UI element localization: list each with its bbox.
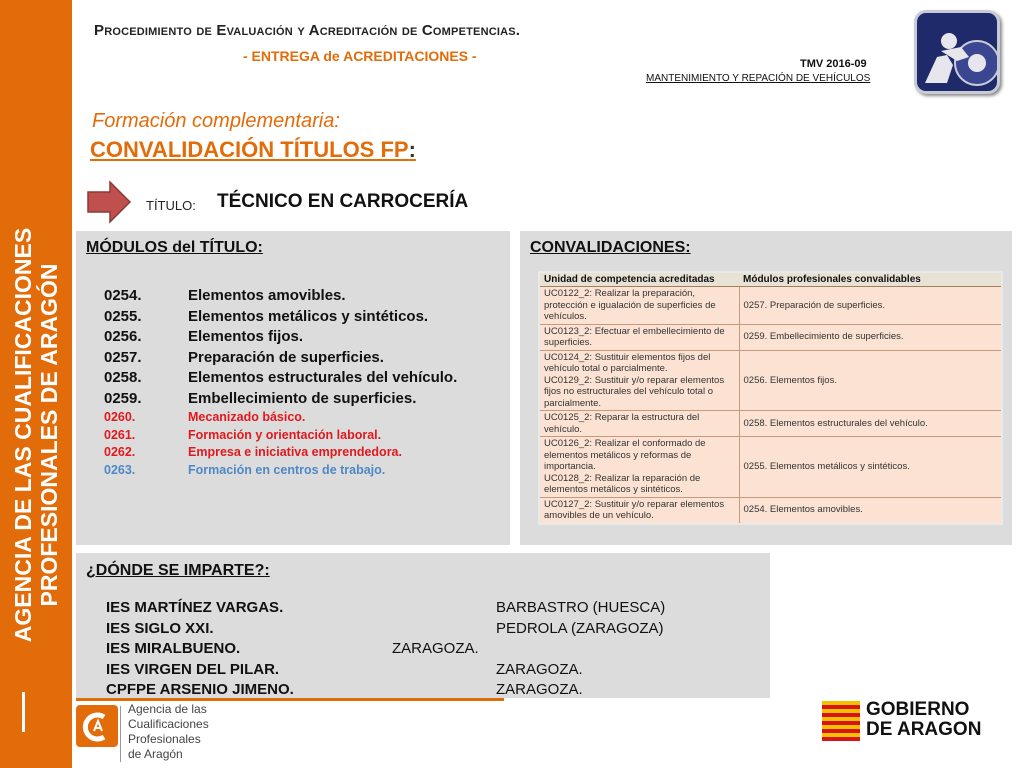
- sidebar: [0, 0, 72, 768]
- convalidaciones-panel: [520, 231, 1012, 545]
- module-cell: 0259. Embellecimiento de superficies.: [739, 324, 1002, 350]
- table-header: Unidad de competencia acreditadas: [539, 272, 739, 287]
- donde-heading: ¿DÓNDE SE IMPARTE?:: [86, 562, 270, 579]
- list-item: 0258. Elementos estructurales del vehículo.: [104, 369, 458, 386]
- modulos-panel: [76, 231, 510, 545]
- agency-logo-text: Agencia de las Cualificaciones Profesionales de Aragón: [128, 702, 209, 761]
- module-cell: 0254. Elementos amovibles.: [739, 497, 1002, 524]
- convalidaciones-table: [538, 271, 1003, 525]
- module-cell: 0256. Elementos fijos.: [739, 350, 1002, 411]
- table-row: [539, 411, 1002, 437]
- agency-vertical-title: [10, 228, 62, 642]
- footer-divider: [76, 698, 504, 701]
- convalidaciones-heading: CONVALIDACIONES:: [530, 239, 691, 256]
- procedure-subtitle: - ENTREGA de ACREDITACIONES -: [243, 48, 477, 64]
- list-item: 0255. Elementos metálicos y sintéticos.: [104, 307, 429, 325]
- sidebar-divider: [22, 692, 25, 732]
- list-item: 0261. Formación y orientación laboral.: [104, 427, 382, 442]
- agency-title-line1: AGENCIA DE LAS CUALIFICACIONES: [10, 227, 36, 643]
- table-row: [539, 287, 1002, 325]
- list-item: 0256. Elementos fijos.: [104, 328, 304, 345]
- module-cell: 0257. Preparación de superficies.: [739, 287, 1002, 325]
- list-item: 0257. Preparación de superficies.: [104, 348, 384, 366]
- titulo-value: TÉCNICO EN CARROCERÍA: [217, 191, 469, 212]
- uc-cell: UC0126_2: Realizar el conformado de elementos metálicos y reformas de importancia.: [544, 438, 706, 472]
- list-item: 0262. Empresa e iniciativa emprendedora.: [104, 445, 402, 459]
- table-row: [539, 497, 1002, 524]
- list-item: 0263. Formación en centros de trabajo.: [104, 462, 386, 477]
- section-label: Formación complementaria:: [92, 110, 340, 132]
- procedure-title: Procedimiento de Evaluación y Acreditación de Competencias.: [94, 22, 521, 39]
- modulos-heading: MÓDULOS del TÍTULO:: [86, 239, 263, 256]
- table-row: [539, 350, 1002, 411]
- titulo-label: TÍTULO:: [146, 198, 196, 213]
- uc-cell: UC0124_2: Sustituir elementos fijos del vehículo total o parcialmente.: [544, 351, 711, 374]
- agency-title-line2: PROFESIONALES DE ARAGÓN: [36, 263, 62, 607]
- table-row: [539, 324, 1002, 350]
- uc-cell: UC0128_2: Realizar la reparación de elementos metálicos y sintéticos.: [544, 472, 701, 495]
- aragon-flag-icon: [822, 701, 860, 741]
- mechanic-logo-icon: [914, 10, 1000, 94]
- table-header: Módulos profesionales convalidables: [739, 272, 1002, 287]
- modulos-list: [104, 286, 504, 479]
- uc-cell: UC0127_2: Sustituir y/o reparar elementos amovibles de un vehículo.: [544, 498, 725, 521]
- module-cell: 0255. Elementos metálicos y sintéticos.: [739, 437, 1002, 498]
- module-cell: 0258. Elementos estructurales del vehículo.: [739, 411, 1002, 437]
- uc-cell: UC0125_2: Reparar la estructura del vehículo.: [544, 412, 700, 435]
- donde-panel: ¿DÓNDE SE IMPARTE?: IES MARTÍNEZ VARGAS. BARBASTRO (HUESCA) IES SIGLO XXI. PEDROLA (ZARAGOZA) IES MIRALBUENO. ZARAGOZA. IES VIRGEN DEL PILAR. ZARAGOZA. CPFPE ARSENIO JIMENO. ZARAGOZA.: [76, 553, 770, 698]
- qualification-name: MANTENIMIENTO Y REPACIÓN DE VEHÍCULOS: [646, 73, 871, 84]
- uc-cell: UC0122_2: Realizar la preparación, protección e igualación de superficies de vehículos.: [544, 288, 716, 322]
- agency-logo-icon: [76, 703, 118, 761]
- arrow-right-icon: [86, 180, 132, 224]
- list-item: 0260. Mecanizado básico.: [104, 410, 306, 424]
- table-row: [539, 437, 1002, 498]
- list-item: 0254. Elementos amovibles.: [104, 287, 346, 304]
- qualification-code: TMV 2016-09: [800, 58, 867, 70]
- list-item: 0259. Embellecimiento de superficies.: [104, 389, 417, 407]
- agency-logo-divider: [120, 706, 121, 762]
- uc-cell: UC0129_2: Sustituir y/o reparar elementos fijos no estructurales del vehículo total o parcialmente.: [544, 374, 725, 409]
- government-logo-text: GOBIERNO DE ARAGON: [866, 699, 982, 740]
- page-title: CONVALIDACIÓN TÍTULOS FP:: [90, 137, 416, 162]
- uc-cell: UC0123_2: Efectuar el embellecimiento de superficies.: [544, 325, 725, 348]
